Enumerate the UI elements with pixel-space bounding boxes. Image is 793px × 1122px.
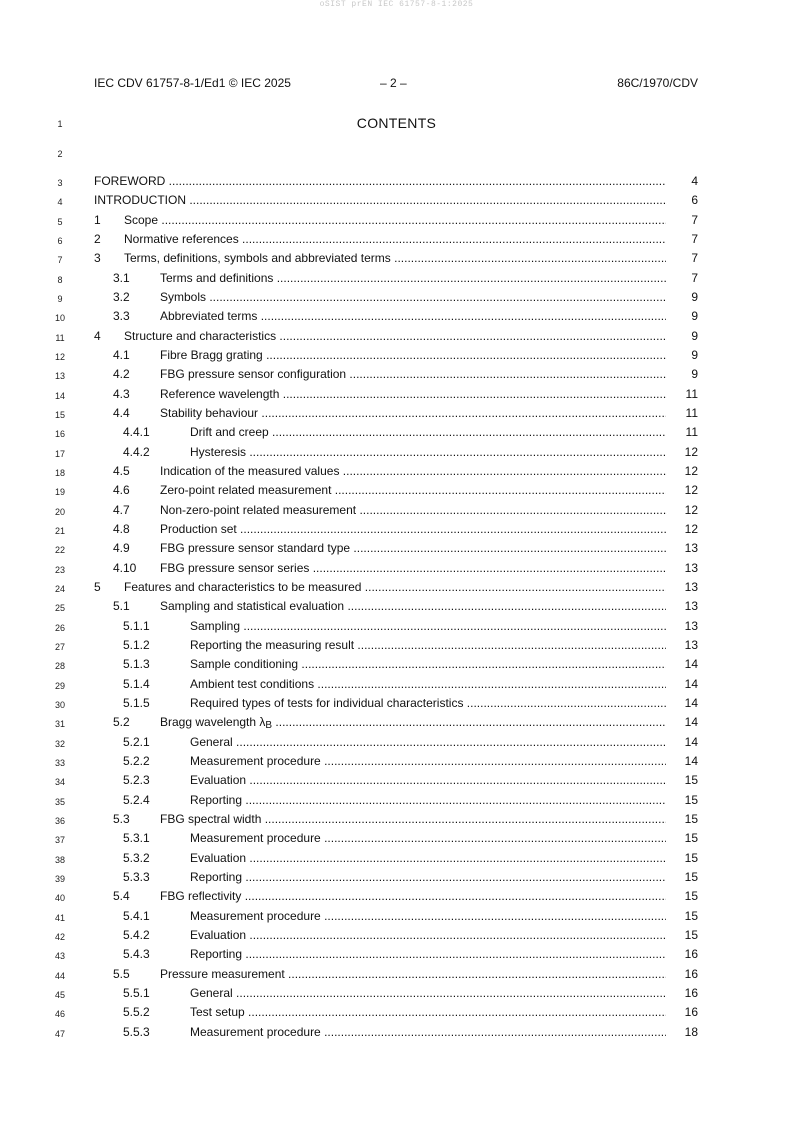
toc-entry-number: 5.2.4 [123, 793, 150, 807]
toc-entry-title-text: Measurement procedure [190, 754, 321, 768]
toc-entry-title [190, 696, 666, 710]
toc-entry-title-text: Drift and creep [190, 425, 269, 439]
toc-entry[interactable] [94, 580, 698, 596]
line-number: 14 [54, 391, 65, 401]
toc-entry-title-text: Reporting [190, 870, 243, 884]
toc-entry-page: 18 [684, 1025, 698, 1039]
header-document-id: IEC CDV 61757-8-1/Ed1 © IEC 2025 [94, 76, 291, 90]
toc-entry[interactable] [94, 174, 698, 190]
toc-entry-title [190, 657, 666, 671]
line-number: 8 [57, 275, 63, 285]
toc-entry-page: 9 [691, 329, 698, 343]
toc-entry-title [190, 1005, 666, 1019]
toc-entry-title [190, 425, 666, 439]
toc-entry[interactable] [94, 1025, 698, 1041]
toc-entry-page: 15 [684, 831, 698, 845]
toc-entry-number: 3 [94, 251, 101, 265]
toc-entry-title [160, 309, 666, 323]
line-number: 7 [57, 255, 63, 265]
toc-entry-title [160, 387, 666, 401]
toc-entry[interactable] [94, 1005, 698, 1021]
toc-entry-title [124, 580, 666, 594]
toc-entry-title-text: Reporting [190, 947, 243, 961]
toc-entry-title-text: FOREWORD [94, 174, 166, 188]
toc-entry-number: 5.5 [113, 967, 130, 981]
toc-entry-number: 4 [94, 329, 101, 343]
line-number: 42 [54, 932, 65, 942]
toc-entry-page: 15 [684, 909, 698, 923]
toc-entry-title [190, 928, 666, 942]
toc-entry-title [160, 541, 666, 555]
line-number: 34 [54, 777, 65, 787]
toc-entry-title-text: Reporting [190, 793, 243, 807]
toc-entry[interactable] [94, 464, 698, 480]
toc-entry-page: 11 [685, 425, 698, 439]
toc-entry-page: 12 [684, 445, 698, 459]
toc-entry-title-text: Test setup [190, 1005, 245, 1019]
toc-entry-page: 15 [684, 870, 698, 884]
toc-entry[interactable] [94, 483, 698, 499]
toc-entry-title-text: Bragg wavelength λ [160, 715, 266, 729]
toc-entry-title-text: Terms and definitions [160, 271, 274, 285]
toc-entry-number: 5.2 [113, 715, 130, 729]
toc-entry-page: 13 [684, 541, 698, 555]
toc-entry-page: 15 [684, 851, 698, 865]
toc-entry-number: 4.6 [113, 483, 130, 497]
toc-entry[interactable] [94, 406, 698, 422]
line-number: 9 [57, 294, 63, 304]
toc-entry-number: 5.2.1 [123, 735, 150, 749]
toc-entry[interactable] [94, 967, 698, 983]
toc-entry-number: 5.1.2 [123, 638, 150, 652]
toc-entry-title [160, 812, 666, 826]
toc-entry[interactable] [94, 387, 698, 403]
line-number: 35 [54, 797, 65, 807]
line-number: 16 [54, 429, 65, 439]
toc-entry-title [160, 967, 666, 981]
toc-entry[interactable] [94, 193, 698, 209]
toc-entry-title [190, 735, 666, 749]
line-number: 30 [54, 700, 65, 710]
toc-entry-page: 12 [684, 522, 698, 536]
toc-entry-page: 7 [691, 271, 698, 285]
toc-entry[interactable] [94, 677, 698, 693]
toc-entry[interactable] [94, 232, 698, 248]
toc-entry-title [124, 329, 666, 343]
toc-entry[interactable] [94, 367, 698, 383]
line-number: 21 [54, 526, 65, 536]
toc-entry-title-text: Measurement procedure [190, 831, 321, 845]
toc-entry-number: 5.2.3 [123, 773, 150, 787]
toc-entry-number: 4.2 [113, 367, 130, 381]
line-number: 37 [54, 835, 65, 845]
toc-entry-number: 5.3.3 [123, 870, 150, 884]
toc-entry-number: 5.4.1 [123, 909, 150, 923]
line-number: 15 [54, 410, 65, 420]
toc-entry-page: 11 [685, 387, 698, 401]
line-number: 24 [54, 584, 65, 594]
toc-entry-page: 14 [684, 696, 698, 710]
toc-entry-title-text: Reference wavelength [160, 387, 280, 401]
toc-entry[interactable] [94, 309, 698, 325]
toc-entry-title [190, 773, 666, 787]
toc-entry[interactable] [94, 561, 698, 577]
toc-entry-title-text: Indication of the measured values [160, 464, 340, 478]
toc-entry-subscript: B [265, 720, 273, 731]
toc-entry-number: 5 [94, 580, 101, 594]
toc-entry-title-text: Stability behaviour [160, 406, 259, 420]
toc-entry-title-text: Hysteresis [190, 445, 247, 459]
toc-entry-title-text: Zero-point related measurement [160, 483, 332, 497]
toc-entry-title [160, 464, 666, 478]
line-number: 32 [54, 739, 65, 749]
toc-entry-title [190, 909, 666, 923]
toc-entry[interactable] [94, 831, 698, 847]
toc-entry-number: 4.8 [113, 522, 130, 536]
toc-entry[interactable] [94, 851, 698, 867]
toc-entry[interactable] [94, 271, 698, 287]
toc-entry-title [94, 174, 666, 188]
line-number: 3 [57, 178, 63, 188]
toc-entry-title-text: Measurement procedure [190, 909, 321, 923]
toc-entry-number: 4.9 [113, 541, 130, 555]
toc-entry-page: 14 [684, 715, 698, 729]
toc-entry[interactable] [94, 522, 698, 538]
toc-entry-title-text: FBG pressure sensor standard type [160, 541, 351, 555]
toc-entry-number: 1 [94, 213, 101, 227]
toc-entry-title [190, 619, 666, 633]
toc-entry-page: 7 [691, 232, 698, 246]
toc-entry-title [124, 251, 666, 265]
toc-entry[interactable] [94, 619, 698, 635]
line-number: 13 [54, 371, 65, 381]
toc-entry-title-text: Symbols [160, 290, 207, 304]
toc-entry-page: 13 [684, 561, 698, 575]
toc-entry-title [190, 793, 666, 807]
toc-entry-page: 4 [691, 174, 698, 188]
toc-entry-title [190, 870, 666, 884]
line-number: 25 [54, 603, 65, 613]
toc-entry[interactable] [94, 251, 698, 267]
toc-entry-number: 4.7 [113, 503, 130, 517]
line-number: 40 [54, 893, 65, 903]
toc-entry-page: 13 [684, 638, 698, 652]
toc-entry-title-text: Sampling [190, 619, 241, 633]
toc-entry-page: 14 [684, 677, 698, 691]
toc-entry[interactable] [94, 947, 698, 963]
toc-entry-page: 6 [691, 193, 698, 207]
toc-entry-page: 12 [684, 464, 698, 478]
toc-entry[interactable] [94, 503, 698, 519]
toc-entry[interactable] [94, 445, 698, 461]
toc-entry-title-text: FBG pressure sensor configuration [160, 367, 347, 381]
toc-entry-number: 5.2.2 [123, 754, 150, 768]
toc-entry-number: 5.3.1 [123, 831, 150, 845]
toc-entry[interactable] [94, 696, 698, 712]
toc-entry[interactable] [94, 812, 698, 828]
toc-entry-title [160, 406, 666, 420]
line-number: 1 [57, 119, 63, 129]
line-number: 6 [57, 236, 63, 246]
line-number: 22 [54, 545, 65, 555]
toc-entry-page: 15 [684, 928, 698, 942]
toc-entry-title [160, 522, 666, 536]
toc-entry-number: 4.4 [113, 406, 130, 420]
toc-entry-page: 16 [684, 986, 698, 1000]
line-number: 10 [54, 313, 65, 323]
toc-entry-number: 5.3.2 [123, 851, 150, 865]
toc-entry-title [160, 290, 666, 304]
line-number: 28 [54, 661, 65, 671]
toc-entry-number: 5.4.2 [123, 928, 150, 942]
line-number: 33 [54, 758, 65, 768]
toc-entry-title [160, 348, 666, 362]
toc-entry-page: 15 [684, 889, 698, 903]
toc-entry-title [190, 947, 666, 961]
toc-entry-title [190, 445, 666, 459]
toc-entry-page: 16 [684, 967, 698, 981]
toc-entry-title-text: Structure and characteristics [124, 329, 277, 343]
line-number: 29 [54, 681, 65, 691]
toc-entry-number: 5.5.3 [123, 1025, 150, 1039]
toc-entry[interactable] [94, 638, 698, 654]
toc-entry-page: 14 [684, 657, 698, 671]
line-number: 2 [57, 149, 63, 159]
toc-entry[interactable] [94, 889, 698, 905]
toc-entry-title [160, 715, 666, 731]
line-number: 45 [54, 990, 65, 1000]
toc-entry-number: 3.2 [113, 290, 130, 304]
toc-entry-page: 12 [684, 503, 698, 517]
line-number: 18 [54, 468, 65, 478]
toc-entry-title-text: Reporting the measuring result [190, 638, 355, 652]
line-number: 46 [54, 1009, 65, 1019]
toc-entry-number: 4.3 [113, 387, 130, 401]
toc-entry-title [160, 367, 666, 381]
toc-entry-page: 12 [684, 483, 698, 497]
toc-entry-title-text: FBG pressure sensor series [160, 561, 310, 575]
watermark: oSIST prEN IEC 61757-8-1:2025 [319, 0, 474, 9]
toc-entry-page: 9 [691, 309, 698, 323]
toc-entry[interactable] [94, 425, 698, 441]
toc-entry-title [160, 599, 666, 613]
toc-entry-title-text: FBG reflectivity [160, 889, 242, 903]
toc-entry[interactable] [94, 986, 698, 1002]
toc-entry[interactable] [94, 735, 698, 751]
line-number: 31 [54, 719, 65, 729]
toc-entry-title-text: Sampling and statistical evaluation [160, 599, 345, 613]
line-number: 41 [54, 913, 65, 923]
toc-entry-number: 5.4 [113, 889, 130, 903]
line-number: 36 [54, 816, 65, 826]
toc-entry[interactable] [94, 773, 698, 789]
toc-entry-title-text: Terms, definitions, symbols and abbreviated terms [124, 251, 391, 265]
toc-entry-page: 15 [684, 812, 698, 826]
toc-entry[interactable] [94, 541, 698, 557]
toc-entry-title-text: Evaluation [190, 851, 247, 865]
toc-entry[interactable] [94, 290, 698, 306]
line-number: 5 [57, 217, 63, 227]
toc-entry[interactable] [94, 715, 698, 731]
line-number: 43 [54, 951, 65, 961]
toc-entry[interactable] [94, 348, 698, 364]
toc-entry[interactable] [94, 909, 698, 925]
toc-entry-number: 5.1.4 [123, 677, 150, 691]
toc-entry-title [190, 851, 666, 865]
toc-entry-page: 16 [684, 1005, 698, 1019]
toc-entry-number: 5.1.1 [123, 619, 150, 633]
toc-entry[interactable] [94, 213, 698, 229]
toc-entry-title [160, 483, 666, 497]
toc-entry-number: 5.1.3 [123, 657, 150, 671]
toc-entry-number: 5.4.3 [123, 947, 150, 961]
toc-entry-title-text: Abbreviated terms [160, 309, 258, 323]
toc-entry-number: 5.1 [113, 599, 130, 613]
toc-entry-title-text: FBG spectral width [160, 812, 262, 826]
toc-entry-title-text: Fibre Bragg grating [160, 348, 263, 362]
line-number: 38 [54, 855, 65, 865]
line-number: 26 [54, 623, 65, 633]
toc-entry-page: 15 [684, 793, 698, 807]
page-title: CONTENTS [356, 115, 437, 131]
toc-entry-number: 5.1.5 [123, 696, 150, 710]
toc-entry-title [190, 831, 666, 845]
toc-entry-number: 5.3 [113, 812, 130, 826]
toc-entry-page: 14 [684, 754, 698, 768]
toc-entry-page: 13 [684, 580, 698, 594]
toc-entry-title [124, 232, 666, 246]
toc-entry-title [190, 677, 666, 691]
toc-entry-number: 4.1 [113, 348, 130, 362]
toc-entry-title-text: Production set [160, 522, 237, 536]
toc-entry[interactable] [94, 599, 698, 615]
toc-entry[interactable] [94, 754, 698, 770]
toc-entry-number: 2 [94, 232, 101, 246]
toc-entry-title-text: Evaluation [190, 773, 247, 787]
line-number: 4 [57, 197, 63, 207]
toc-entry-page: 13 [684, 619, 698, 633]
toc-entry-number: 4.5 [113, 464, 130, 478]
toc-entry-title [160, 561, 666, 575]
toc-entry-page: 9 [691, 348, 698, 362]
line-number: 27 [54, 642, 65, 652]
toc-entry-title [124, 213, 666, 227]
header-reference: 86C/1970/CDV [617, 76, 698, 90]
toc-entry-title-text: Ambient test conditions [190, 677, 315, 691]
toc-entry-title-text: Pressure measurement [160, 967, 285, 981]
toc-entry-title-text: General [190, 986, 233, 1000]
toc-entry-page: 11 [685, 406, 698, 420]
line-number: 11 [55, 333, 65, 343]
toc-entry-number: 4.4.2 [123, 445, 150, 459]
toc-entry-page: 13 [684, 599, 698, 613]
toc-entry-number: 3.1 [113, 271, 130, 285]
toc-entry-number: 5.5.2 [123, 1005, 150, 1019]
line-number: 47 [54, 1029, 65, 1039]
toc-entry-page: 7 [691, 213, 698, 227]
line-number: 19 [54, 487, 65, 497]
toc-entry-number: 4.10 [113, 561, 137, 575]
toc-entry-title-text: Sample conditioning [190, 657, 299, 671]
toc-entry-title [190, 754, 666, 768]
toc-entry-title [190, 1025, 666, 1039]
toc-entry-page: 15 [684, 773, 698, 787]
toc-entry-title-text: Required types of tests for individual characteristics [190, 696, 464, 710]
toc-entry[interactable] [94, 329, 698, 345]
toc-entry-page: 9 [691, 290, 698, 304]
line-number: 44 [54, 971, 65, 981]
line-number: 20 [54, 507, 65, 517]
toc-entry-number: 3.3 [113, 309, 130, 323]
toc-entry[interactable] [94, 793, 698, 809]
line-number: 12 [54, 352, 65, 362]
toc-entry-title-text: Non-zero-point related measurement [160, 503, 357, 517]
toc-entry-title-text: INTRODUCTION [94, 193, 186, 207]
toc-entry-title [160, 271, 666, 285]
toc-entry[interactable] [94, 657, 698, 673]
toc-entry-page: 7 [691, 251, 698, 265]
toc-entry-title [190, 986, 666, 1000]
toc-entry-title [190, 638, 666, 652]
toc-entry-page: 16 [684, 947, 698, 961]
toc-entry[interactable] [94, 870, 698, 886]
toc-entry-title [160, 889, 666, 903]
toc-entry-title-text: Measurement procedure [190, 1025, 321, 1039]
line-number: 23 [54, 565, 65, 575]
line-number: 39 [54, 874, 65, 884]
toc-entry-page: 9 [691, 367, 698, 381]
toc-entry-title-text: General [190, 735, 233, 749]
toc-entry-page: 14 [684, 735, 698, 749]
toc-entry-number: 5.5.1 [123, 986, 150, 1000]
line-number: 17 [54, 449, 65, 459]
toc-entry-title-text: Normative references [124, 232, 239, 246]
toc-entry-title-text: Scope [124, 213, 159, 227]
toc-entry[interactable] [94, 928, 698, 944]
toc-entry-title-text: Evaluation [190, 928, 247, 942]
toc-entry-title [94, 193, 666, 207]
header-page-number: – 2 – [380, 76, 407, 90]
toc-entry-number: 4.4.1 [123, 425, 150, 439]
toc-entry-title [160, 503, 666, 517]
toc-entry-title-text: Features and characteristics to be measured [124, 580, 362, 594]
